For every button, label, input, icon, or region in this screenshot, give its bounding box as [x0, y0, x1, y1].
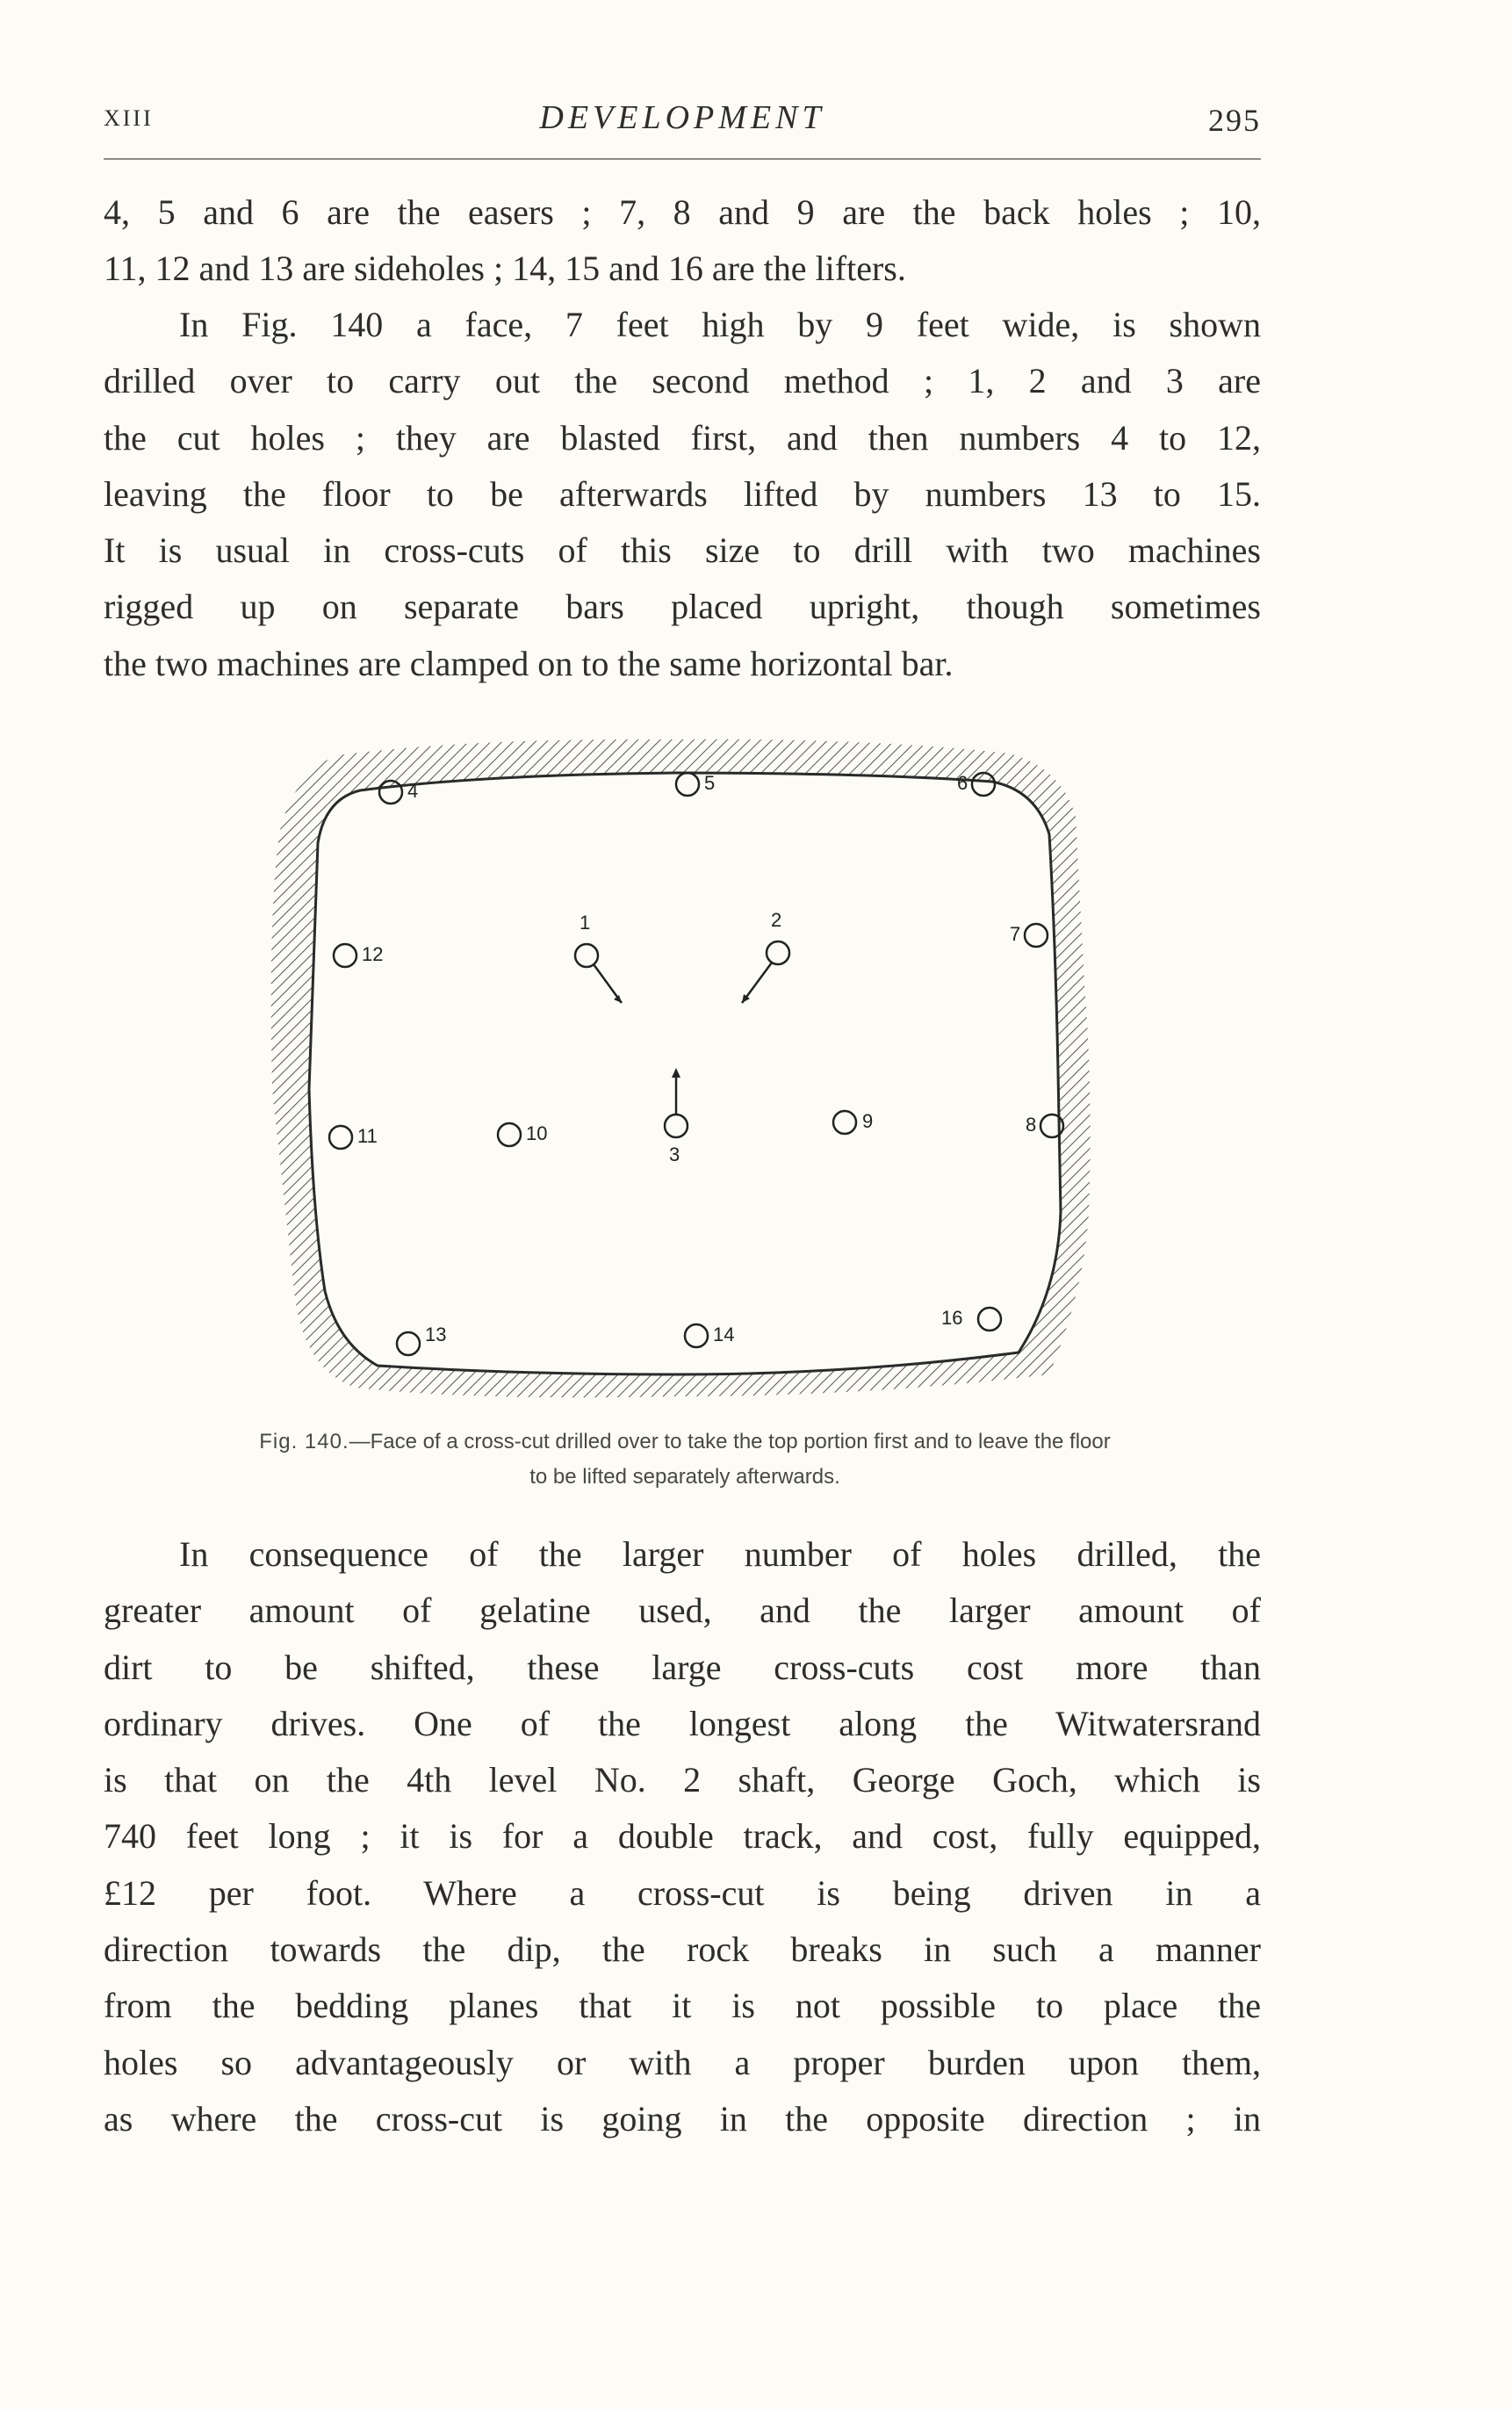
chapter-number: XIII — [104, 105, 154, 131]
hole-label: 10 — [526, 1122, 548, 1144]
hole-label: 6 — [957, 772, 968, 794]
cut-hole-2 — [742, 909, 789, 1003]
hole-13 — [397, 1324, 446, 1355]
hole-label: 12 — [362, 943, 384, 965]
hole-9 — [833, 1110, 873, 1134]
text-line: 740 feet long ; it is for a double track, and cost, fully equipped, — [104, 1816, 1261, 1857]
hole-label: 2 — [771, 909, 782, 931]
hole-label: 8 — [1026, 1114, 1037, 1136]
hole-6 — [957, 772, 995, 796]
page-number: 295 — [1208, 103, 1261, 138]
text-line: dirt to be shifted, these large cross-cuts cost more than — [104, 1647, 1261, 1687]
hole-label: 13 — [425, 1324, 447, 1345]
hole-11 — [329, 1125, 378, 1149]
text-line: ordinary drives. One of the longest along the Witwatersrand — [104, 1703, 1261, 1743]
text-line: 4, 5 and 6 are the easers ; 7, 8 and 9 are the back holes ; 10, — [104, 192, 1261, 232]
hole-label: 4 — [407, 780, 419, 802]
running-head — [104, 98, 1261, 151]
figure-140 — [255, 720, 1141, 1418]
hole-label: 11 — [357, 1125, 378, 1147]
text-line: £12 per foot. Where a cross-cut is being driven in a — [104, 1872, 1261, 1913]
text-line: as where the cross-cut is going in the opposite direction ; in — [104, 2098, 1261, 2139]
text-line: the two machines are clamped on to the same horizontal bar. — [104, 643, 954, 683]
hole-label: 7 — [1010, 923, 1021, 945]
rock-hatching — [271, 739, 1091, 1397]
text-line: rigged up on separate bars placed upright, though sometimes — [104, 587, 1261, 627]
text-line: 11, 12 and 13 are sideholes ; 14, 15 and 16 are the lifters. — [104, 249, 906, 289]
hole-label: 5 — [704, 772, 716, 794]
text-line: leaving the floor to be afterwards lifted by numbers 13 to 15. — [104, 473, 1261, 514]
hole-label: 16 — [941, 1307, 963, 1329]
hole-10 — [498, 1122, 547, 1146]
caption-line-1 — [123, 1424, 1247, 1460]
caption-line-2: to be lifted separately afterwards. — [529, 1465, 840, 1489]
hole-14 — [685, 1324, 734, 1347]
hole-5 — [676, 772, 715, 796]
text-line: from the bedding planes that it is not possible to place the — [104, 1986, 1261, 2026]
hole-label: 3 — [669, 1143, 680, 1165]
hole-label: 1 — [580, 912, 591, 934]
text-line: In consequence of the larger number of holes drilled, the — [179, 1534, 1261, 1574]
text-line: direction towards the dip, the rock breaks in such a manner — [104, 1929, 1261, 1970]
cut-hole-3 — [665, 1068, 688, 1165]
paragraph-3 — [104, 1526, 1261, 2147]
face-outline — [309, 773, 1061, 1374]
text-line: It is usual in cross-cuts of this size to drill with two machines — [104, 530, 1261, 571]
hole-4 — [379, 780, 418, 804]
text-line: drilled over to carry out the second method ; 1, 2 and 3 are — [104, 361, 1261, 401]
paragraph-2 — [104, 297, 1261, 692]
hole-16 — [941, 1307, 1001, 1331]
caption-text: —Face of a cross-cut drilled over to take the top portion first and to leave the floor — [349, 1430, 1111, 1453]
chapter-title: DEVELOPMENT — [539, 99, 825, 136]
figure-number: Fig. 140. — [259, 1430, 349, 1453]
hole-label: 9 — [862, 1110, 874, 1132]
text-line: the cut holes ; they are blasted first, and then numbers 4 to 12, — [104, 417, 1261, 458]
hole-label: 14 — [713, 1324, 735, 1345]
text-line: In Fig. 140 a face, 7 feet high by 9 feet wide, is shown — [179, 305, 1261, 344]
cut-hole-1 — [575, 912, 622, 1003]
hole-7 — [1010, 923, 1048, 947]
cross-cut-face-diagram — [255, 720, 1141, 1418]
text-line: is that on the 4th level No. 2 shaft, George Goch, which is — [104, 1760, 1261, 1800]
paragraph-1 — [104, 184, 1261, 298]
text-line: holes so advantageously or with a proper burden upon them, — [104, 2042, 1261, 2082]
header-rule — [104, 158, 1261, 160]
figure-caption — [123, 1424, 1247, 1495]
text-line: greater amount of gelatine used, and the larger amount of — [104, 1590, 1261, 1631]
hole-12 — [334, 943, 383, 967]
hole-8 — [1026, 1114, 1063, 1137]
